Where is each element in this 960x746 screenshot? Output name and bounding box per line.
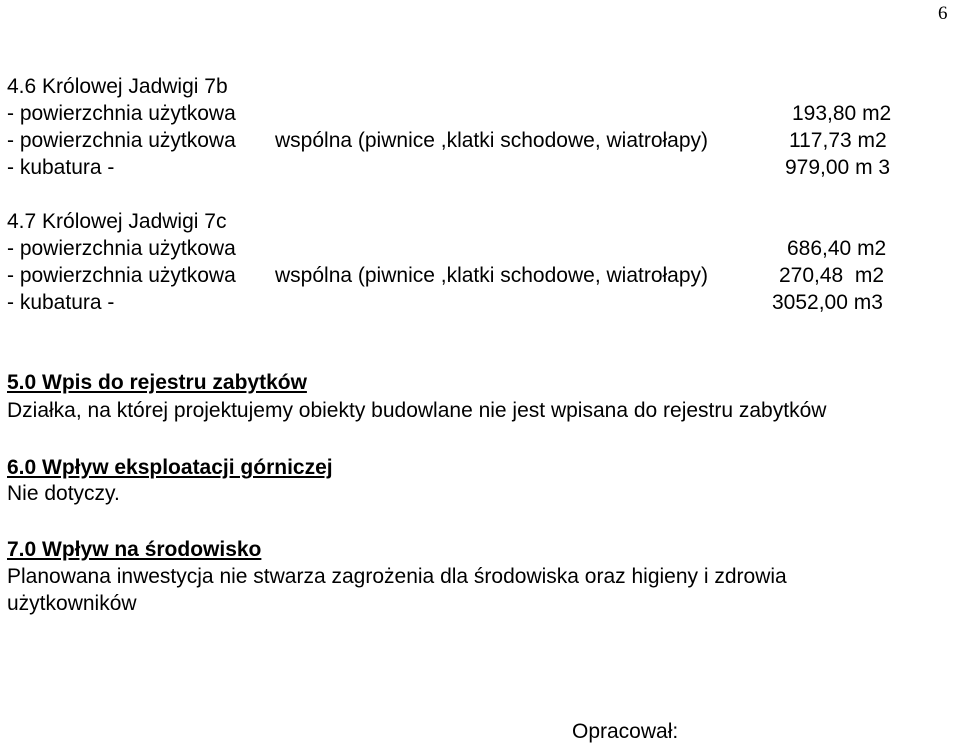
volume-value: 3052,00 m3: [772, 291, 883, 314]
usable-area-value: 193,80 m2: [792, 102, 892, 125]
volume-label: - kubatura -: [7, 291, 115, 314]
usable-area-label: - powierzchnia użytkowa: [7, 237, 236, 260]
section-7-body-line-2: użytkowników: [7, 592, 137, 615]
shared-area-value: 117,73 m2: [789, 129, 887, 152]
page-number: 6: [938, 3, 948, 24]
shared-area-desc: wspólna (piwnice ,klatki schodowe, wiatrołapy): [275, 264, 709, 287]
section-4-6-heading: 4.6 Królowej Jadwigi 7b: [7, 75, 228, 98]
section-5-body: Działka, na której projektujemy obiekty budowlane nie jest wpisana do rejestru zabytków: [7, 399, 827, 422]
volume-value: 979,00 m 3: [785, 156, 891, 179]
section-6-heading: 6.0 Wpływ eksploatacji górniczej: [7, 456, 333, 479]
section-5-heading: 5.0 Wpis do rejestru zabytków: [7, 371, 307, 394]
volume-label: - kubatura -: [7, 156, 115, 179]
shared-area-desc: wspólna (piwnice ,klatki schodowe, wiatrołapy): [275, 129, 709, 152]
section-7-body-line-1: Planowana inwestycja nie stwarza zagrożenia dla środowiska oraz higieny i zdrowia: [7, 565, 787, 588]
usable-area-value: 686,40 m2: [787, 237, 887, 260]
section-6-body: Nie dotyczy.: [7, 482, 120, 505]
shared-area-value: 270,48 m2: [779, 264, 885, 287]
shared-area-label: - powierzchnia użytkowa: [7, 129, 236, 152]
section-7-heading: 7.0 Wpływ na środowisko: [7, 538, 262, 561]
usable-area-label: - powierzchnia użytkowa: [7, 102, 236, 125]
section-4-7-heading: 4.7 Królowej Jadwigi 7c: [7, 210, 227, 233]
shared-area-label: - powierzchnia użytkowa: [7, 264, 236, 287]
signature-label: Opracował:: [572, 720, 679, 743]
